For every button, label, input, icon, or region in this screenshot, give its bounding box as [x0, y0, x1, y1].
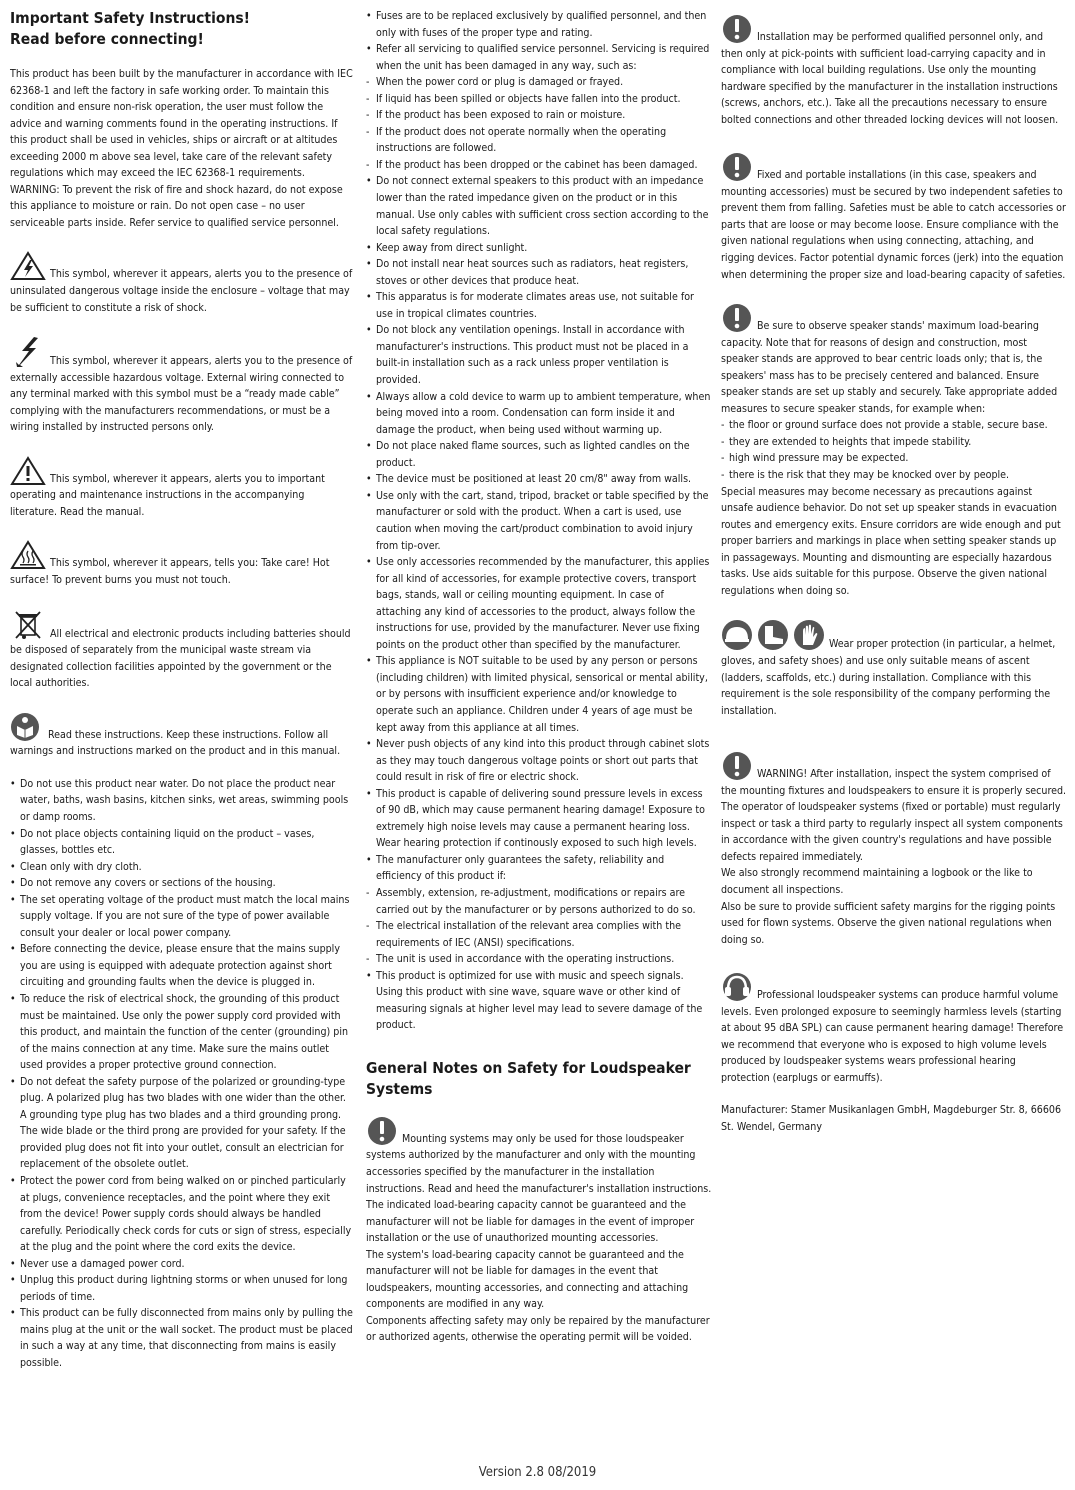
exclamation-triangle-icon [10, 456, 46, 486]
exclamation-circle-icon [721, 14, 753, 44]
lightning-bolt-icon [10, 336, 46, 368]
repairs-note: Components affecting safety may only be repaired by the manufacturer or authorized agents, otherwise the operating permit will be voided. [366, 1314, 710, 1344]
logbook-note: We also strongly recommend maintaining a logbook or the like to document all inspections. [721, 867, 1033, 896]
list-item: • Do not install near heat sources such as radiators, heat registers, stoves or other devices that produce heat. [366, 256, 712, 289]
list-item: • The manufacturer only guarantees the safety, reliability and efficiency of this product if: [366, 852, 712, 885]
list-item: • Do not remove any covers or sections of the housing. [10, 875, 354, 892]
speaker-stands-note: Be sure to observe speaker stands' maximum load-bearing capacity. Note that for reasons of design and construction, most speaker stands are approved to bear centric loads only; that is, the speakers' mass has to be precisely centered and balanced. Ensure speaker stands are set up stably and securely. Take appropriate added measures to secure speaker stands, for example when: [721, 303, 1067, 417]
column-middle [366, 8, 712, 1346]
margins-note: Also be sure to provide sufficient safety margins for the rigging points used for flown systems. Observe the given national regulations when doing so. [721, 900, 1056, 946]
list-item: - When the power cord or plug is damaged or frayed. [366, 74, 712, 91]
intro-paragraph: This product has been built by the manufacturer in accordance with IEC 62368-1 and left the factory in safe working order. To maintain this condition and ensure non-risk operation, the user must follow the advice and warning comments found in the operating instructions. If this product shall be used in vehicles, ships or aircraft or at altitudes exceeding 2000 m above sea level, take care of the relevant safety regulations which may exceed the IEC 62368-1 requirements. WARNING: To prevent the risk of fire and shock hazard, do not expose this appliance to moisture or rain. Do not open case – no user serviceable parts inside. Refer service to qualified service personnel. [10, 68, 353, 229]
weee-disposal-note: All electrical and electronic products including batteries should be disposed of separately from the municipal waste stream via designated collection facilities appointed by the government or the local authorities. [10, 609, 354, 692]
safety-shoes-icon [758, 620, 788, 650]
exclamation-circle-icon [721, 303, 753, 333]
list-item: - there is the risk that they may be knocked over by people. [721, 467, 1067, 484]
list-item: - the floor or ground surface does not provide a stable, secure base. [721, 417, 1067, 434]
inspection-warning: WARNING! After installation, inspect the system comprised of the mounting fixtures and loudspeakers to ensure it is properly secured. [721, 751, 1067, 799]
column-left [10, 8, 354, 1372]
list-item: • Use only accessories recommended by the manufacturer, this applies for all kind of accessories, for example protective covers, transport bags, stands, wall or ceiling mounting equipment. In case of attaching any kind of accessories to the product, always follow the instructions for use, provided by the manufacturer. Never use fixing points on the product other than specified by the manufacturer. [366, 554, 712, 653]
mounting-systems-note: Mounting systems may only be used for those loudspeaker systems authorized by the manufacturer and only with the mounting accessories specified by the manufacturer in the installation instructions. Read and heed the manufacturer's installation instructions. The indicated load-bearing capacity cannot be guaranteed and the manufacturer will not be liable for damages in the event of improper installation or the use of unauthorized mounting accessories. [366, 1116, 712, 1247]
exclamation-circle-icon [366, 1116, 398, 1146]
lightning-triangle-icon [10, 251, 46, 281]
installation-note: Installation may be performed qualified personnel only, and then only at pick-points with sufficient load-carrying capacity and in compliance with local building regulations. Use only the mounting hardware specified by the manufacturer in the installation instructions (screws, anchors, etc.). Take all the precautions necessary to ensure bolted connections and other threaded locking devices will not loosen. [721, 14, 1067, 128]
list-item: • Always allow a cold device to warm up to ambient temperature, when being moved into a room. Condensation can form inside it and damage the product, when being used without warming up. [366, 389, 712, 439]
list-item: • To reduce the risk of electrical shock, the grounding of this product must be maintained. Use only the power supply cord provided with this product, and maintain the function of the center (grounding) pin of the mains connection at any time. Make sure the mains outlet used provides a proper protective ground connection. [10, 991, 354, 1074]
warning-label: WARNING! [757, 768, 808, 781]
list-item: • Before connecting the device, please ensure that the mains supply you are using is equipped with adequate protection against short circuiting and grounding faults when the device is plugged in. [10, 941, 354, 991]
operator-note: The operator of loudspeaker systems (fixed or portable) must regularly inspect or task a third party to regularly inspect all system components in accordance with the given country's regulations and have possible defects repaired immediately. [721, 801, 1063, 863]
page-title [10, 8, 354, 50]
list-item: • Do not defeat the safety purpose of the polarized or grounding-type plug. A polarized plug has two blades with one wider than the other. A grounding type plug has two blades and a third grounding prong. The wide blade or the third prong are provided for your safety. If the provided plug does not fit into your outlet, consult an electrician for replacement of the obsolete outlet. [10, 1074, 354, 1173]
list-item: - they are extended to heights that impede stability. [721, 434, 1067, 451]
exclamation-circle-icon [721, 751, 753, 781]
list-item: • The device must be positioned at least 20 cm/8" away from walls. [366, 471, 712, 488]
list-item: • Protect the power cord from being walked on or pinched particularly at plugs, convenience receptacles, and the point where they exit from the device! Power supply cords should always be handled carefully. Periodically check cords for cuts or sign of stress, especially at the plug and the point where the cord exits the device. [10, 1173, 354, 1256]
exclamation-circle-icon [721, 152, 753, 182]
hot-surface-icon [10, 540, 46, 570]
load-capacity-note: The system's load-bearing capacity cannot be guaranteed and the manufacturer will not be liable for damages in the event that loudspeakers, mounting accessories, and connecting and attaching components are modified in any way. [366, 1248, 689, 1311]
special-measures-note: Special measures may become necessary as precautions against unsafe audience behavior. Do not set up speaker stands in evacuation routes and emergency exits. Ensure corridors are wide enough and put proper barriers and markings in place when setting speaker stands up in passageways. Mounting and dismounting are especially hazardous tasks. Use aids suitable for this purpose. Observe the given national regulations when doing so. [721, 485, 1061, 597]
list-item: • Never use a damaged power cord. [10, 1256, 354, 1273]
protection-note: Wear proper protection (in particular, a helmet, gloves, and safety shoes) and use only suitable means of ascent (ladders, scaffolds, etc.) during installation. Compliance with this requirement is the sole responsibility of the company performing the installation. [721, 619, 1067, 719]
list-item: • Refer all servicing to qualified service personnel. Servicing is required when the unit has been damaged in any way, such as: [366, 41, 712, 74]
list-item: • The set operating voltage of the product must match the local mains supply voltage. If you are not sure of the type of power available consult your dealer or local power company. [10, 892, 354, 942]
column-right [721, 8, 1067, 1136]
list-item: - The electrical installation of the relevant area complies with the requirements of IEC (ANSI) specifications. [366, 918, 712, 951]
list-item: • Unplug this product during lightning storms or when unused for long periods of time. [10, 1272, 354, 1305]
list-item: - If the product does not operate normally when the operating instructions are followed. [366, 124, 712, 157]
list-item: • Clean only with dry cloth. [10, 859, 354, 876]
protective-gear-icons [721, 619, 825, 651]
hot-surface-note: This symbol, wherever it appears, tells you: Take care! Hot surface! To prevent burns you must not touch. [10, 540, 354, 588]
list-item: - The unit is used in accordance with the operating instructions. [366, 951, 712, 968]
list-item: • This product can be fully disconnected from mains only by pulling the mains plug at the unit or the wall socket. The product must be placed in such a way at any time, that disconnecting from mains is easily possible. [10, 1305, 354, 1371]
list-item: - Assembly, extension, re-adjustment, modifications or repairs are carried out by the manufacturer or by persons authorized to do so. [366, 885, 712, 918]
list-item: • Do not place naked flame sources, such as lighted candles on the product. [366, 438, 712, 471]
list-item: - If the product has been dropped or the cabinet has been damaged. [366, 157, 712, 174]
version-footer: Version 2.8 08/2019 [478, 1465, 597, 1480]
fixed-installations-note: Fixed and portable installations (in this case, speakers and mounting accessories) must be secured by two independent safeties to prevent them from falling. Safeties must be able to catch accessories or parts that are loose or may become loose. Ensure compliance with the given national regulations when using connecting, attaching, and rigging devices. Factor potential dynamic forces (jerk) into the equation when determining the proper size and load-bearing capacity of safeties. [721, 152, 1067, 283]
read-manual-icon [10, 712, 44, 742]
ear-protection-icon [721, 972, 753, 1002]
instructions-symbol-note: This symbol, wherever it appears, alerts you to important operating and maintenance instructions in the accompanying literature. Read the manual. [10, 456, 354, 521]
manufacturer-address: Manufacturer: Stamer Musikanlagen GmbH, Magdeburger Str. 8, 66606 St. Wendel, Germany [721, 1104, 1062, 1133]
list-item: • Keep away from direct sunlight. [366, 240, 712, 257]
list-item: • This product is optimized for use with music and speech signals. Using this product with sine wave, square wave or other kind of measuring signals at higher level may lead to severe damage of the product. [366, 968, 712, 1034]
stand-cases-list [721, 417, 1067, 483]
list-item: • Never push objects of any kind into this product through cabinet slots as they may touch dangerous voltage points or short out parts that could result in risk of fire or electric shock. [366, 736, 712, 786]
crossed-bin-icon [10, 609, 46, 641]
service-safety-list [366, 8, 712, 1034]
loudspeaker-section-heading: General Notes on Safety for Loudspeaker Systems [366, 1058, 691, 1098]
list-item: - If the product has been exposed to rain or moisture. [366, 107, 712, 124]
gloves-icon [794, 620, 824, 650]
list-item: • Use only with the cart, stand, tripod, bracket or table specified by the manufacturer or sold with the product. When a cart is used, use caution when moving the cart/product combination to avoid injury from tip-over. [366, 488, 712, 554]
list-item: • Do not use this product near water. Do not place the product near water, baths, wash basins, kitchen sinks, wet areas, swimming pools or damp rooms. [10, 776, 354, 826]
title-line-1: Important Safety Instructions! [10, 9, 251, 27]
hazardous-voltage-note: This symbol, wherever it appears, alerts you to the presence of externally accessible hazardous voltage. External wiring connected to any terminal marked with this symbol must be a “ready made cable” complying with the manufacturers recommendations, or must be a wiring installed by instructed persons only. [10, 336, 354, 436]
list-item: • Do not place objects containing liquid on the product – vases, glasses, bottles etc. [10, 826, 354, 859]
list-item: • This appliance is NOT suitable to be used by any person or persons (including children) with limited physical, sensorical or mental ability, or by persons with insufficient experience and/or knowledge to operate such an appliance. Children under 4 years of age must be kept away from this appliance at all times. [366, 653, 712, 736]
list-item: • Do not block any ventilation openings. Install in accordance with manufacturer's instructions. This product must not be placed in a built-in installation such as a rack unless proper ventilation is provided. [366, 322, 712, 388]
helmet-icon [722, 620, 752, 650]
list-item: • Fuses are to be replaced exclusively by qualified personnel, and then only with fuses of the proper type and rating. [366, 8, 712, 41]
title-line-2: Read before connecting! [10, 30, 204, 48]
list-item: • This product is capable of delivering sound pressure levels in excess of 90 dB, which may cause permanent hearing damage! Exposure to extremely high noise levels may cause a permanent hearing loss. Wear hearing protection if continously exposed to such high levels. [366, 786, 712, 852]
read-manual-note: Read these instructions. Keep these instructions. Follow all warnings and instructions marked on the product and in this manual. [10, 712, 354, 760]
voltage-symbol-note: This symbol, wherever it appears, alerts you to the presence of uninsulated dangerous voltage inside the enclosure – voltage that may be sufficient to constitute a risk of shock. [10, 251, 354, 316]
list-item: - high wind pressure may be expected. [721, 450, 1067, 467]
hearing-damage-note: Professional loudspeaker systems can produce harmful volume levels. Even prolonged exposure to seemingly harmless levels (starting at about 95 dBA SPL) can cause permanent hearing damage! Therefore we recommend that everyone who is exposed to high volume levels produced by loudspeaker systems wears professional hearing protection (earplugs or earmuffs). [721, 972, 1067, 1086]
list-item: • This apparatus is for moderate climates areas use, not suitable for use in tropical climates countries. [366, 289, 712, 322]
general-safety-list [10, 776, 354, 1372]
list-item: • Do not connect external speakers to this product with an impedance lower than the rated impedance given on the product or in this manual. Use only cables with sufficient cross section according to the local safety regulations. [366, 173, 712, 239]
list-item: - If liquid has been spilled or objects have fallen into the product. [366, 91, 712, 108]
